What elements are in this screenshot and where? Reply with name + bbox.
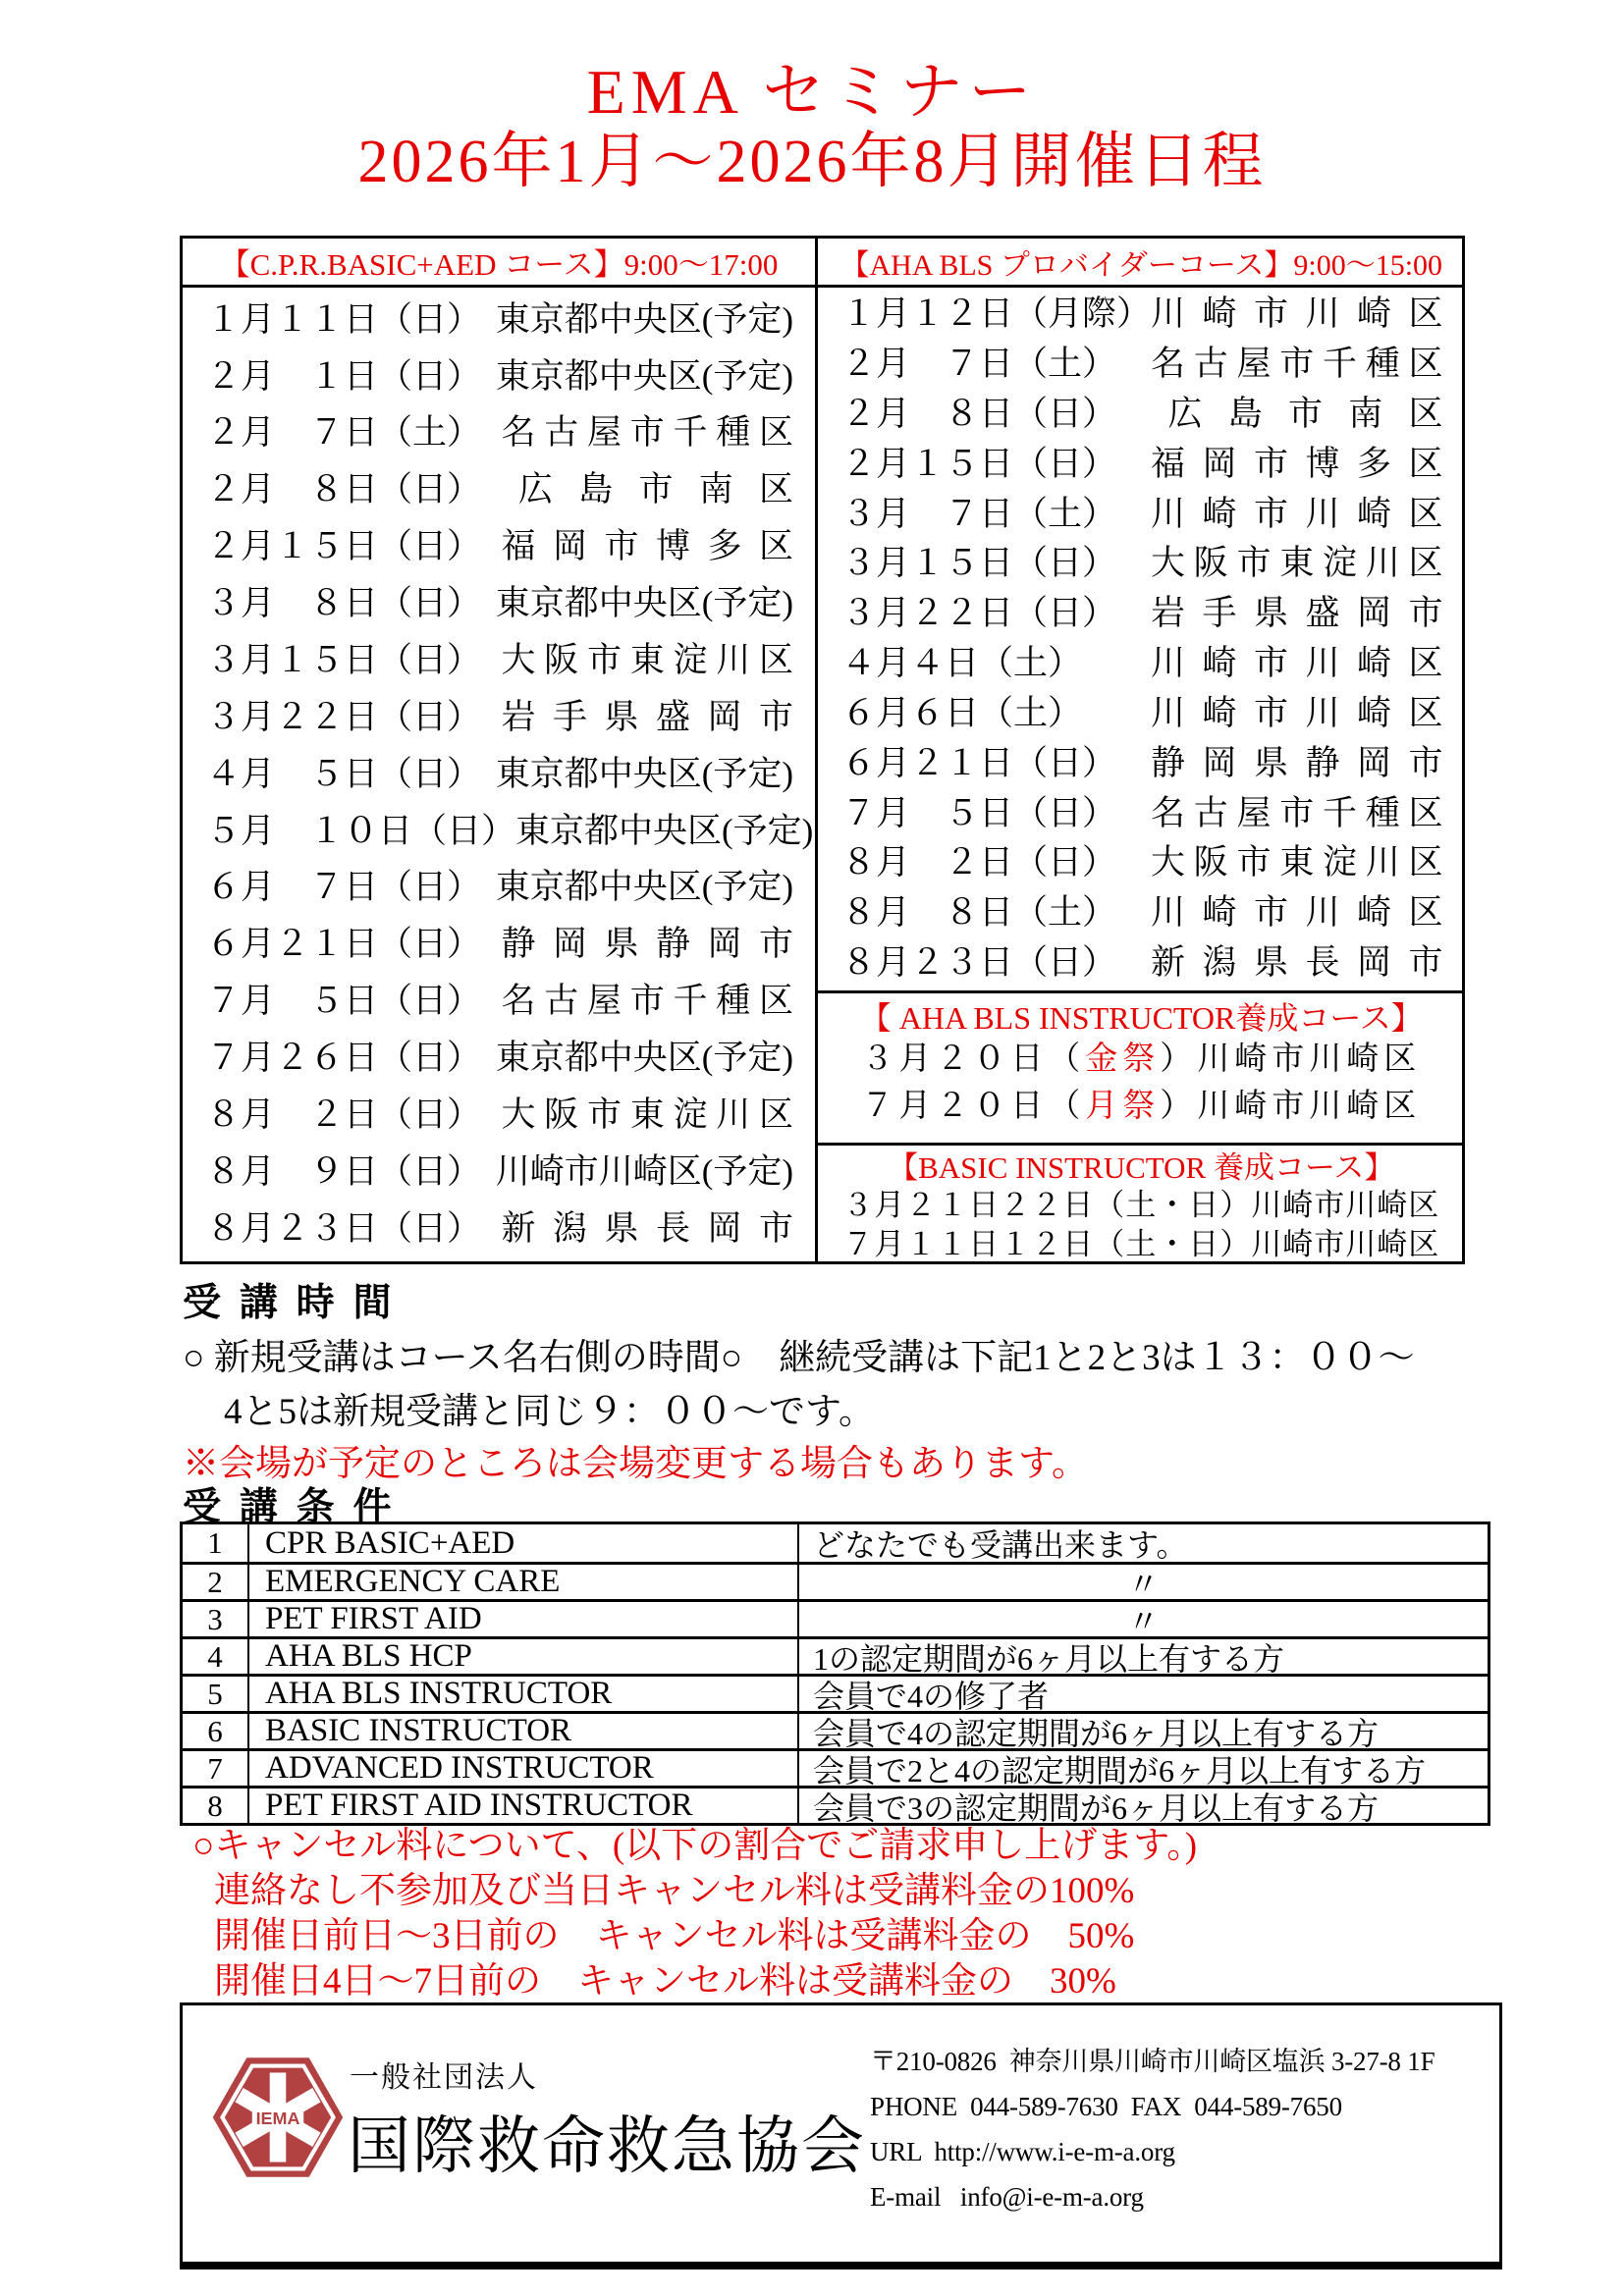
- joken-row: [183, 1786, 1488, 1826]
- course-column-cpr: [183, 239, 818, 1261]
- schedule-row: [183, 414, 815, 453]
- section-header-aha-instructor: 【 AHA BLS INSTRUCTOR養成コース】: [859, 1000, 1423, 1036]
- location-cell: 川崎市川崎区(予定): [495, 1151, 793, 1191]
- condition-cell: どなたでも受講出来ます。: [813, 1527, 1188, 1563]
- schedule-row: [183, 471, 815, 509]
- date-cell: ６月６日（土）: [841, 693, 1083, 732]
- location-cell: 岩 手 県 盛 岡 市: [1151, 594, 1443, 633]
- location-cell: 新 潟 県 長 岡 市: [1151, 943, 1443, 983]
- footer-box: [180, 2002, 1502, 2269]
- cancel-line-4: 開催日4日～7日前の キャンセル料は受講料金の 30%: [214, 1961, 1116, 2002]
- date-cell: ６月 ７日（日）: [206, 868, 482, 907]
- row-number-cell: 3: [183, 1602, 249, 1636]
- location-cell: 川 崎 市 川 崎 区: [1151, 644, 1443, 683]
- schedule-row: [818, 595, 1465, 633]
- schedule-row: [818, 695, 1465, 733]
- course-column-aha-bls: [818, 239, 1465, 1261]
- venue-note: ※会場が予定のところは会場変更する場合もあります。: [183, 1444, 1089, 1484]
- location-cell: 大 阪 市 東 淀 川 区: [1151, 843, 1443, 882]
- course-name-cell: PET FIRST AID INSTRUCTOR: [249, 1789, 799, 1823]
- date-cell: ４月 ５日（日）: [206, 754, 482, 793]
- course-header-aha-bls: 【AHA BLS プロバイダーコース】9:00～15:00: [818, 239, 1465, 288]
- section-row: [818, 1037, 1465, 1084]
- schedule-row: [183, 869, 815, 907]
- location-cell: 川 崎 市 川 崎 区: [1151, 693, 1443, 732]
- date-cell: ２月 ８日（日）: [206, 470, 482, 509]
- schedule-row: [818, 894, 1465, 933]
- date-cell: ７月 ５日（日）: [841, 793, 1117, 832]
- cpr-date-list: [183, 288, 815, 1261]
- schedule-row: [183, 528, 815, 566]
- date-cell: ８月 ９日（日）: [206, 1151, 482, 1191]
- logo-text: IEMA: [255, 2108, 300, 2128]
- schedule-row: [183, 926, 815, 964]
- cancel-line-1: ○キャンセル料について、(以下の割合でご請求申し上げます。): [192, 1826, 1198, 1866]
- location-cell: 大 阪 市 東 淀 川 区: [501, 640, 793, 679]
- row-number-cell: 1: [183, 1524, 249, 1562]
- schedule-row: [183, 983, 815, 1021]
- schedule-row: [818, 396, 1465, 434]
- date-cell: １月１１日（日）: [206, 299, 482, 339]
- joken-row: [183, 1674, 1488, 1714]
- location-cell: 名 古 屋 市 千 種 区: [501, 982, 793, 1021]
- jikan-line-2: 4と5は新規受講と同じ９：００～です。: [224, 1392, 876, 1432]
- location-cell: 東京都中央区(予定): [495, 299, 793, 339]
- row-number-cell: 5: [183, 1677, 249, 1711]
- date-cell: ３月１５日（日）: [841, 544, 1117, 583]
- aha-bls-date-list: [818, 288, 1465, 990]
- location-cell: 名 古 屋 市 千 種 区: [501, 413, 793, 453]
- date-cell: ８月 ２日（日）: [841, 843, 1117, 882]
- date-cell: １月１２日（月際）: [841, 294, 1152, 334]
- date-cell: ７月 ５日（日）: [206, 982, 482, 1021]
- location-cell: 川 崎 市 川 崎 区: [1151, 494, 1443, 533]
- schedule-row: [818, 496, 1465, 534]
- holiday-accent: 金祭: [1085, 1041, 1161, 1078]
- location-cell: 新 潟 県 長 岡 市: [501, 1208, 793, 1248]
- course-name-cell: ADVANCED INSTRUCTOR: [249, 1751, 799, 1786]
- date-cell: ３月２２日（日）: [841, 594, 1117, 633]
- date-cell: ８月２３日（日）: [206, 1208, 482, 1248]
- location-cell: 川 崎 市 川 崎 区: [1151, 893, 1443, 933]
- schedule-row: [818, 795, 1465, 833]
- schedule-row: [183, 585, 815, 623]
- condition-cell: 〃: [1127, 1566, 1160, 1602]
- date-cell: ３月１５日（日）: [206, 640, 482, 679]
- schedule-row: [183, 301, 815, 340]
- section-row: ３月２１日２２日（土・日）川崎市川崎区: [842, 1188, 1440, 1223]
- condition-cell: 会員で4の認定期間が6ヶ月以上有する方: [813, 1715, 1380, 1751]
- course-name-cell: AHA BLS INSTRUCTOR: [249, 1677, 799, 1711]
- location-cell: 大 阪 市 東 淀 川 区: [1151, 544, 1443, 583]
- location-cell: 静 岡 県 静 岡 市: [1151, 743, 1443, 782]
- row-number-cell: 2: [183, 1565, 249, 1599]
- location-cell: 福 岡 市 博 多 区: [1151, 444, 1443, 483]
- footer-email: E-mail info@i-e-m-a.org: [870, 2182, 1144, 2212]
- location-cell: 川 崎 市 川 崎 区: [1151, 294, 1443, 334]
- page-subtitle: 2026年1月～2026年8月開催日程: [357, 129, 1267, 195]
- date-cell: ５月 １０日（日）: [206, 811, 516, 850]
- condition-cell: 〃: [1127, 1603, 1160, 1639]
- cancel-line-2: 連絡なし不参加及び当日キャンセル料は受講料金の100%: [214, 1871, 1135, 1911]
- holiday-accent: 月祭: [1085, 1089, 1161, 1125]
- date-cell: ３月 ７日（土）: [841, 494, 1117, 533]
- schedule-row: [818, 545, 1465, 583]
- org-type: 一般社団法人: [350, 2061, 538, 2094]
- schedule-row: [818, 844, 1465, 882]
- location-cell: 名 古 屋 市 千 種 区: [1151, 345, 1443, 384]
- schedule-row: [183, 358, 815, 397]
- date-cell: ３月２２日（日）: [206, 697, 482, 736]
- location-cell: 福 岡 市 博 多 区: [501, 527, 793, 566]
- joken-table: [180, 1522, 1490, 1826]
- footer-address: 〒210-0826 神奈川県川崎市川崎区塩浜 3-27-8 1F: [870, 2047, 1435, 2076]
- date-part: ７月２０日（: [861, 1089, 1086, 1125]
- schedule-row: [818, 944, 1465, 983]
- schedule-table: [180, 236, 1465, 1264]
- date-cell: ２月 １日（日）: [206, 356, 482, 396]
- location-cell: 東京都中央区(予定): [495, 584, 793, 623]
- schedule-row: [183, 1040, 815, 1078]
- schedule-row: [183, 642, 815, 680]
- schedule-row: [183, 1210, 815, 1249]
- course-header-cpr: 【C.P.R.BASIC+AED コース】9:00～17:00: [183, 239, 815, 288]
- location-cell: 広 島 市 南 区: [517, 470, 793, 509]
- schedule-row: [183, 1096, 815, 1135]
- row-number-cell: 6: [183, 1714, 249, 1748]
- row-number-cell: 4: [183, 1639, 249, 1674]
- location-cell: 静 岡 県 静 岡 市: [501, 925, 793, 964]
- jukou-joken-heading: 受 講 条 件: [183, 1486, 396, 1528]
- schedule-row: [818, 346, 1465, 384]
- location-cell: 東京都中央区(予定): [495, 356, 793, 396]
- location-cell: 東京都中央区(予定): [515, 811, 814, 850]
- location-cell: 大 阪 市 東 淀 川 区: [501, 1095, 793, 1134]
- date-cell: ６月２１日（日）: [206, 925, 482, 964]
- page-title: EMA セミナー: [586, 57, 1038, 127]
- date-cell: ７月２６日（日）: [206, 1039, 482, 1078]
- footer-contact-info: [870, 2039, 1435, 2219]
- jikan-line-1: ○ 新規受講はコース名右側の時間○ 継続受講は下記1と2と3は１３：００～: [183, 1338, 1415, 1378]
- date-cell: ２月 ７日（土）: [841, 345, 1117, 384]
- section-header-basic-instructor: 【BASIC INSTRUCTOR 養成コース】: [888, 1150, 1395, 1185]
- date-part: ３月２０日（: [861, 1041, 1086, 1078]
- location-cell: 東京都中央区(予定): [495, 754, 793, 793]
- date-cell: ４月４日（土）: [841, 644, 1083, 683]
- section-row: [818, 1084, 1465, 1131]
- footer-url: URL http://www.i-e-m-a.org: [870, 2137, 1175, 2166]
- joken-row: [183, 1562, 1488, 1602]
- location-cell: 広 島 市 南 区: [1167, 394, 1443, 433]
- schedule-row: [183, 756, 815, 794]
- course-name-cell: EMERGENCY CARE: [249, 1565, 799, 1599]
- cancel-policy: [192, 1824, 1197, 2004]
- date-cell: ２月１５日（日）: [206, 527, 482, 566]
- condition-cell: 会員で3の認定期間が6ヶ月以上有する方: [813, 1789, 1380, 1826]
- jukou-jikan-heading: 受 講 時 間: [183, 1282, 396, 1324]
- joken-row: [183, 1711, 1488, 1751]
- footer-phone-fax: PHONE 044-589-7630 FAX 044-589-7650: [870, 2092, 1342, 2121]
- joken-row: [183, 1524, 1488, 1562]
- joken-row: [183, 1636, 1488, 1677]
- joken-row: [183, 1748, 1488, 1789]
- section-aha-instructor: [818, 990, 1465, 1143]
- course-name-cell: PET FIRST AID: [249, 1602, 799, 1636]
- schedule-row: [183, 1153, 815, 1192]
- date-cell: ８月２３日（日）: [841, 943, 1117, 983]
- schedule-row: [183, 813, 815, 851]
- condition-cell: 会員で4の修了者: [813, 1678, 1050, 1714]
- location-cell: 東京都中央区(予定): [495, 1039, 793, 1078]
- schedule-row: [818, 446, 1465, 484]
- location-cell: 岩 手 県 盛 岡 市: [501, 697, 793, 736]
- course-name-cell: BASIC INSTRUCTOR: [249, 1714, 799, 1748]
- location-cell: 名 古 屋 市 千 種 区: [1151, 793, 1443, 832]
- date-cell: ２月１５日（日）: [841, 444, 1117, 483]
- schedule-row: [818, 745, 1465, 783]
- location-cell: 東京都中央区(予定): [495, 868, 793, 907]
- course-name-cell: AHA BLS HCP: [249, 1639, 799, 1674]
- row-number-cell: 8: [183, 1789, 249, 1823]
- schedule-row: [818, 295, 1465, 334]
- course-name-cell: CPR BASIC+AED: [249, 1524, 799, 1562]
- iema-logo: [210, 2050, 346, 2185]
- location-part: ）川崎市川崎区: [1160, 1041, 1422, 1078]
- section-row: ７月１１日１２日（土・日）川崎市川崎区: [842, 1227, 1440, 1262]
- date-cell: ６月２１日（日）: [841, 743, 1117, 782]
- date-cell: ２月 ７日（土）: [206, 413, 482, 453]
- date-cell: ２月 ８日（日）: [841, 394, 1117, 433]
- date-cell: ８月 ８日（土）: [841, 893, 1117, 933]
- row-number-cell: 7: [183, 1751, 249, 1786]
- section-basic-instructor: [818, 1143, 1465, 1265]
- date-cell: ３月 ８日（日）: [206, 584, 482, 623]
- cancel-line-3: 開催日前日～3日前の キャンセル料は受講料金の 50%: [214, 1916, 1135, 1956]
- date-cell: ８月 ２日（日）: [206, 1095, 482, 1134]
- schedule-row: [183, 699, 815, 737]
- condition-cell: 1の認定期間が6ヶ月以上有する方: [813, 1640, 1285, 1677]
- schedule-row: [818, 645, 1465, 683]
- location-part: ）川崎市川崎区: [1160, 1089, 1422, 1125]
- condition-cell: 会員で2と4の認定期間が6ヶ月以上有する方: [813, 1752, 1427, 1789]
- joken-row: [183, 1599, 1488, 1639]
- org-name: 国際救命救急協会: [348, 2111, 866, 2181]
